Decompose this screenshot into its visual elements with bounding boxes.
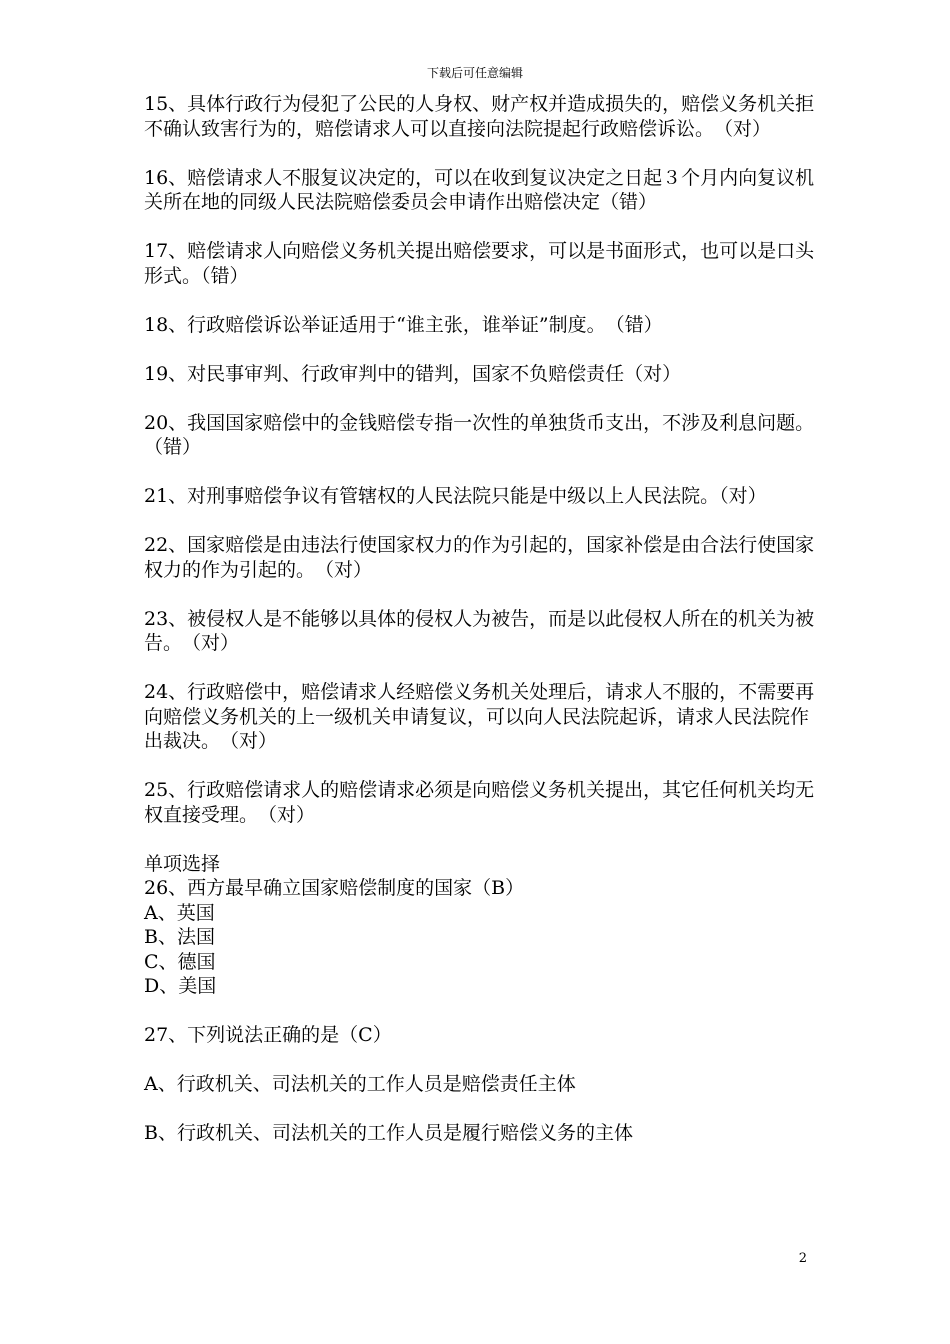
question-16: 16、赔偿请求人不服复议决定的，可以在收到复议决定之日起３个月内向复议机关所在地的同级人民法院赔偿委员会申请作出赔偿决定（错） — [144, 166, 815, 213]
question-17: 17、赔偿请求人向赔偿义务机关提出赔偿要求，可以是书面形式，也可以是口头形式。（错） — [144, 240, 815, 287]
section-title: 单项选择 — [144, 852, 221, 875]
question-20: 20、我国国家赔偿中的金钱赔偿专指一次性的单独货币支出，不涉及利息问题。 （错） — [144, 411, 824, 458]
question-18: 18、行政赔偿诉讼举证适用于“谁主张，谁举证”制度。 （错） — [144, 313, 663, 336]
question-26-option-a: A、英国 — [144, 901, 215, 924]
question-25: 25、行政赔偿请求人的赔偿请求必须是向赔偿义务机关提出，其它任何机关均无权直接受理。 （对） — [144, 779, 815, 826]
question-27-option-b: B、行政机关、司法机关的工作人员是履行赔偿义务的主体 — [144, 1122, 633, 1144]
page-header: 下载后可任意编辑 — [426, 66, 523, 80]
question-26: 26、西方最早确立国家赔偿制度的国家（B） — [144, 877, 525, 899]
page-number: 2 — [798, 1251, 807, 1266]
document-body — [144, 92, 824, 1170]
question-22: 22、国家赔偿是由违法行使国家权力的作为引起的，国家补偿是由合法行使国家权力的作为引起的。 （对） — [144, 534, 815, 581]
question-24: 24、行政赔偿中，赔偿请求人经赔偿义务机关处理后，请求人不服的，不需要再向赔偿义务机关的上一级机关申请复议，可以向人民法院起诉，请求人民法院作出裁决。 （对） — [144, 681, 815, 752]
question-21: 21、对刑事赔偿争议有管辖权的人民法院只能是中级以上人民法院。（对） — [144, 485, 767, 507]
question-23: 23、被侵权人是不能够以具体的侵权人为被告，而是以此侵权人所在的机关为被告。 （对） — [144, 607, 815, 654]
question-15: 15、具体行政行为侵犯了公民的人身权、财产权并造成损失的，赔偿义务机关拒不确认致害行为的，赔偿请求人可以直接向法院提起行政赔偿诉讼。 （对） — [144, 93, 815, 140]
question-27-option-a: A、行政机关、司法机关的工作人员是赔偿责任主体 — [144, 1073, 576, 1095]
question-26-option-b: B、法国 — [144, 926, 215, 948]
question-27: 27、下列说法正确的是（C） — [144, 1024, 392, 1046]
question-26-option-c: C、德国 — [144, 950, 216, 973]
question-26-option-d: D、美国 — [144, 975, 217, 997]
question-19: 19、对民事审判、行政审判中的错判，国家不负赔偿责任（对） — [144, 362, 682, 385]
